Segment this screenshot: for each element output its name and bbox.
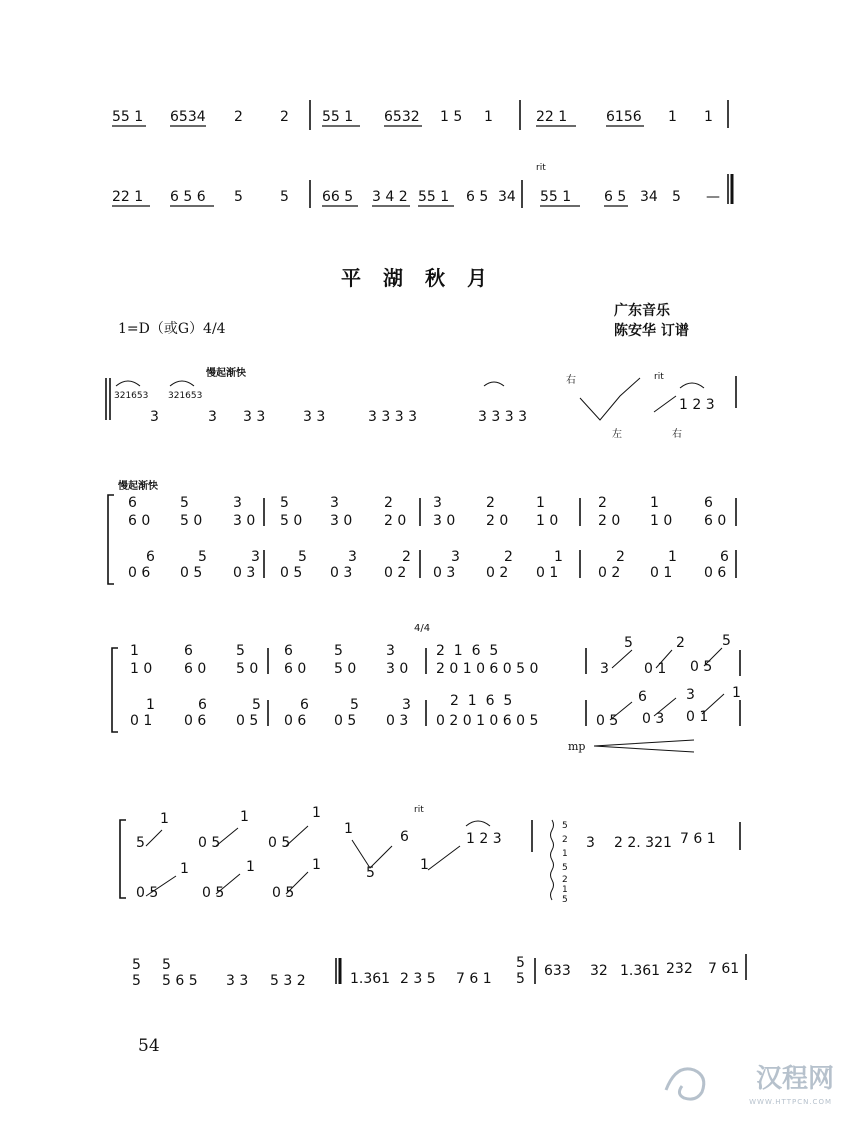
note-group: 5 0 <box>334 661 357 677</box>
note-group: 321653 <box>114 391 149 401</box>
origin-credit: 广东音乐 <box>614 303 670 319</box>
note-group: 1 <box>420 857 429 873</box>
note-group: 34 <box>640 189 658 205</box>
note-group: 5 <box>280 495 289 511</box>
note-group: 1 <box>130 643 139 659</box>
note-group: 3 <box>208 409 217 425</box>
note-group: 3 3 3 3 <box>368 409 417 425</box>
watermark-url: WWW.HTTPCN.COM <box>749 1098 832 1106</box>
watermark-text: 汉程网 <box>755 1064 834 1094</box>
note-group: 5 <box>334 643 343 659</box>
note-group: 0 3 <box>642 711 665 727</box>
note-group: 3 <box>348 549 357 565</box>
note-group: 0 1 <box>130 713 153 729</box>
note-group: 6 <box>720 549 729 565</box>
note-group: 2 1 6 5 <box>436 643 499 659</box>
note-group: 5 0 <box>236 661 259 677</box>
note-group: 6 <box>284 643 293 659</box>
note-group: 1 <box>344 821 353 837</box>
note-group: 0 1 <box>536 565 559 581</box>
note-group: 5 0 <box>280 513 303 529</box>
note-group: 2 <box>402 549 411 565</box>
note-group: 1 2 3 <box>466 831 502 847</box>
note-group: 6 5 <box>466 189 489 205</box>
note-group: 0 3 <box>330 565 353 581</box>
rit-mark: rit <box>536 163 546 173</box>
note-group: 5 <box>132 957 141 973</box>
note-group: 6 <box>198 697 207 713</box>
note-group: 3 <box>433 495 442 511</box>
note-group: 6 0 <box>704 513 727 529</box>
note-group: 5 <box>234 189 243 205</box>
note-group: 6 <box>638 689 647 705</box>
note-group: 1 <box>650 495 659 511</box>
note-group: 3 3 <box>243 409 266 425</box>
tempo-mark: 慢起渐快 <box>118 481 158 492</box>
note-group: 5 <box>562 895 568 905</box>
note-group: 0 5 <box>236 713 259 729</box>
editor-credit: 陈安华 订谱 <box>614 323 689 339</box>
note-group: 0 2 <box>384 565 407 581</box>
piece-title: 平湖秋月 <box>341 266 509 290</box>
note-group: 1 <box>732 685 741 701</box>
note-group: 3 3 <box>303 409 326 425</box>
note-group: 1.361 <box>350 971 391 987</box>
note-group: 232 <box>666 961 693 977</box>
note-group: 1 <box>536 495 545 511</box>
note-group: 0 5 <box>198 835 221 851</box>
note-group: 1 <box>160 811 169 827</box>
note-group: 2 0 <box>486 513 509 529</box>
note-group: 0 3 <box>433 565 456 581</box>
note-group: 3 <box>150 409 159 425</box>
note-group: 66 5 <box>322 189 354 205</box>
note-group: 3 <box>600 661 609 677</box>
note-group: 32 <box>590 963 608 979</box>
note-group: 5 <box>672 189 681 205</box>
note-group: 0 1 <box>650 565 673 581</box>
note-group: 7 61 <box>708 961 740 977</box>
rit-mark: rit <box>414 805 424 815</box>
note-group: 6 0 <box>284 661 307 677</box>
note-group: 5 <box>722 633 731 649</box>
note-group: 5 <box>198 549 207 565</box>
note-group: 0 5 <box>280 565 303 581</box>
note-group: 3 0 <box>233 513 256 529</box>
note-group: 1 <box>704 109 713 125</box>
note-group: 6 <box>146 549 155 565</box>
note-group: 5 <box>562 821 568 831</box>
note-group: 633 <box>544 963 571 979</box>
note-group: 7 6 1 <box>456 971 492 987</box>
note-group: 5 <box>366 865 375 881</box>
note-group: 2 <box>562 875 568 885</box>
note-group: 3 3 3 3 <box>478 409 527 425</box>
note-group: — <box>706 189 720 205</box>
note-group: 55 1 <box>322 109 354 125</box>
note-group: 0 6 <box>704 565 727 581</box>
note-group: 6 0 <box>184 661 207 677</box>
note-group: 3 <box>330 495 339 511</box>
note-group: 2 <box>616 549 625 565</box>
note-group: 55 1 <box>540 189 572 205</box>
note-group: 0 3 <box>386 713 409 729</box>
note-group: 0 5 <box>690 659 713 675</box>
key-signature: 1=D（或G）4/4 <box>118 321 226 337</box>
note-group: 1 <box>562 849 568 859</box>
note-group: 2 2. 321 <box>614 835 672 851</box>
note-group: 0 5 <box>334 713 357 729</box>
note-group: 1 2 3 <box>679 397 715 413</box>
note-group: 1 <box>180 861 189 877</box>
note-group: 5 <box>624 635 633 651</box>
note-group: 0 5 <box>202 885 225 901</box>
note-group: 2 0 <box>384 513 407 529</box>
note-group: 1 0 <box>130 661 153 677</box>
note-group: 2 <box>486 495 495 511</box>
page-number: 54 <box>138 1036 160 1056</box>
note-group: 6 5 6 <box>170 189 206 205</box>
note-group: 0 1 <box>686 709 709 725</box>
note-group: 0 2 <box>598 565 621 581</box>
note-group: 6 5 <box>604 189 627 205</box>
note-group: 1.361 <box>620 963 661 979</box>
note-group: 0 2 <box>486 565 509 581</box>
note-group: 0 5 <box>596 713 619 729</box>
note-group: 2 3 5 <box>400 971 436 987</box>
note-group: 1 <box>240 809 249 825</box>
note-group: 5 6 5 <box>162 973 198 989</box>
note-group: 5 <box>162 957 171 973</box>
tempo-mark: 慢起渐快 <box>206 368 246 379</box>
note-group: 0 5 <box>180 565 203 581</box>
note-group: 5 <box>298 549 307 565</box>
note-group: 5 0 <box>180 513 203 529</box>
note-group: 6 <box>704 495 713 511</box>
note-group: 1 0 <box>650 513 673 529</box>
note-group: 6156 <box>606 109 642 125</box>
note-group: 6534 <box>170 109 206 125</box>
note-group: 2 <box>598 495 607 511</box>
dynamics-mark: mp <box>568 740 586 753</box>
note-group: 5 <box>516 971 525 987</box>
note-group: 1 0 <box>536 513 559 529</box>
note-group: 3 0 <box>433 513 456 529</box>
note-group: 3 <box>233 495 242 511</box>
note-group: 0 2 0 1 0 6 0 5 <box>436 713 539 729</box>
note-group: 0 5 <box>268 835 291 851</box>
note-group: 2 <box>384 495 393 511</box>
note-group: 3 0 <box>330 513 353 529</box>
note-group: 2 0 <box>598 513 621 529</box>
hand-mark: 右 <box>672 429 682 440</box>
note-group: 0 5 <box>136 885 159 901</box>
note-group: 1 <box>312 857 321 873</box>
note-group: 6 0 <box>128 513 151 529</box>
note-group: 6532 <box>384 109 420 125</box>
note-group: 5 <box>562 863 568 873</box>
note-group: 1 <box>562 885 568 895</box>
note-group: 3 <box>586 835 595 851</box>
note-group: 1 <box>554 549 563 565</box>
note-group: 2 0 1 0 6 0 5 0 <box>436 661 539 677</box>
note-group: 5 <box>516 955 525 971</box>
note-group: 5 <box>252 697 261 713</box>
note-group: 2 <box>676 635 685 651</box>
note-group: 7 6 1 <box>680 831 716 847</box>
note-group: 1 <box>668 109 677 125</box>
note-group: 2 <box>504 549 513 565</box>
note-group: 0 5 <box>272 885 295 901</box>
note-group: 6 <box>400 829 409 845</box>
note-group: 2 <box>280 109 289 125</box>
note-group: 2 <box>562 835 568 845</box>
note-group: 3 <box>251 549 260 565</box>
note-group: 5 <box>236 643 245 659</box>
note-group: 0 1 <box>644 661 667 677</box>
note-group: 22 1 <box>536 109 568 125</box>
time-change: 4/4 <box>414 623 431 634</box>
note-group: 3 <box>451 549 460 565</box>
hand-mark: 左 <box>612 429 622 440</box>
note-group: 6 <box>128 495 137 511</box>
note-group: 3 <box>386 643 395 659</box>
note-group: 2 1 6 5 <box>450 693 513 709</box>
note-group: 0 6 <box>128 565 151 581</box>
note-group: 3 <box>686 687 695 703</box>
note-group: 6 <box>184 643 193 659</box>
note-group: 2 <box>234 109 243 125</box>
note-group: 0 6 <box>184 713 207 729</box>
note-group: 55 1 <box>418 189 450 205</box>
hand-mark: 右 <box>566 375 576 386</box>
note-group: 6 <box>300 697 309 713</box>
note-group: 5 <box>280 189 289 205</box>
note-group: 1 <box>484 109 493 125</box>
note-group: 22 1 <box>112 189 144 205</box>
note-group: 5 <box>180 495 189 511</box>
note-group: 5 <box>136 835 145 851</box>
rit-mark: rit <box>654 372 664 382</box>
note-group: 3 3 <box>226 973 249 989</box>
note-group: 55 1 <box>112 109 144 125</box>
note-group: 5 <box>350 697 359 713</box>
note-group: 0 3 <box>233 565 256 581</box>
note-group: 1 <box>146 697 155 713</box>
note-group: 1 5 <box>440 109 463 125</box>
note-group: 3 4 2 <box>372 189 408 205</box>
note-group: 1 <box>668 549 677 565</box>
note-group: 1 <box>246 859 255 875</box>
note-group: 321653 <box>168 391 203 401</box>
note-group: 5 <box>132 973 141 989</box>
note-group: 5 3 2 <box>270 973 306 989</box>
note-group: 34 <box>498 189 516 205</box>
note-group: 0 6 <box>284 713 307 729</box>
note-group: 3 0 <box>386 661 409 677</box>
note-group: 1 <box>312 805 321 821</box>
note-group: 3 <box>402 697 411 713</box>
watermark-logo-icon <box>660 1060 716 1106</box>
